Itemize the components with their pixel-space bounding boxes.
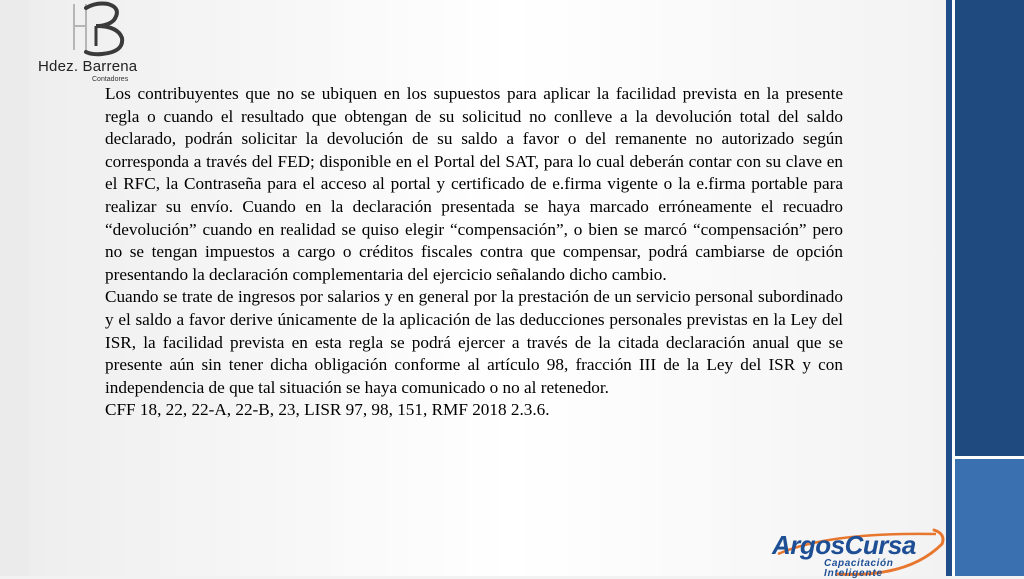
sidebar-accent-block [955, 459, 1024, 576]
hb-monogram-icon [56, 0, 136, 58]
logo-subtitle: Contadores [92, 76, 129, 83]
slide-body [105, 83, 843, 422]
legal-references: CFF 18, 22, 22-A, 22-B, 23, LISR 97, 98, 151, RMF 2018 2.3.6. [105, 400, 550, 420]
brand-name [772, 530, 916, 561]
argoscursa-logo [768, 524, 946, 579]
left-band [0, 0, 30, 576]
paragraph-facility: Los contribuyentes que no se ubiquen en los supuestos para aplicar la facilidad prevista en la presente regla o cuando el resultado que obtengan de su solicitud no conlleve a la devolución total del saldo declarado, podrán solicitar la devolución de su saldo a favor o del remanente no autorizado según corresponda a través del FED; disponible en el Portal del SAT, para lo cual deberán contar con su clave en el RFC, la Contraseña para el acceso al portal y certificado de e.firma vigente o la e.firma portable para realizar su envío. Cuando en la declaración presentada se haya marcado erróneamente el recuadro “devolución” cuando en realidad se quiso elegir “compensación”, o bien se marcó “compensación” pero no se tengan impuestos a cargo o créditos fiscales contra que compensar, podrá cambiarse de opción presentando la declaración complementaria del ejercicio señalando dicho cambio. [105, 84, 843, 284]
brand-name-part1: Argos [772, 530, 845, 560]
logo-name: Hdez. Barrena [38, 58, 138, 75]
brand-name-part2: Cursa [844, 530, 916, 560]
brand-tagline-2: Inteligente [824, 568, 883, 579]
paragraph-salaries: Cuando se trate de ingresos por salarios y en general por la prestación de un servicio personal subordinado y el saldo a favor derive únicamente de la aplicación de las deducciones personales previstas en la Ley del ISR, la facilidad prevista en esta regla se podrá ejercer a través de la citada declaración anual que se presente aún sin tener dicha obligación conforme al artículo 98, fracción III de la Ley del ISR y con independencia de que tal situación se haya comunicado o no al retenedor. [105, 287, 843, 397]
company-logo [38, 0, 148, 92]
brand-tagline-1: Capacitación [824, 558, 894, 569]
